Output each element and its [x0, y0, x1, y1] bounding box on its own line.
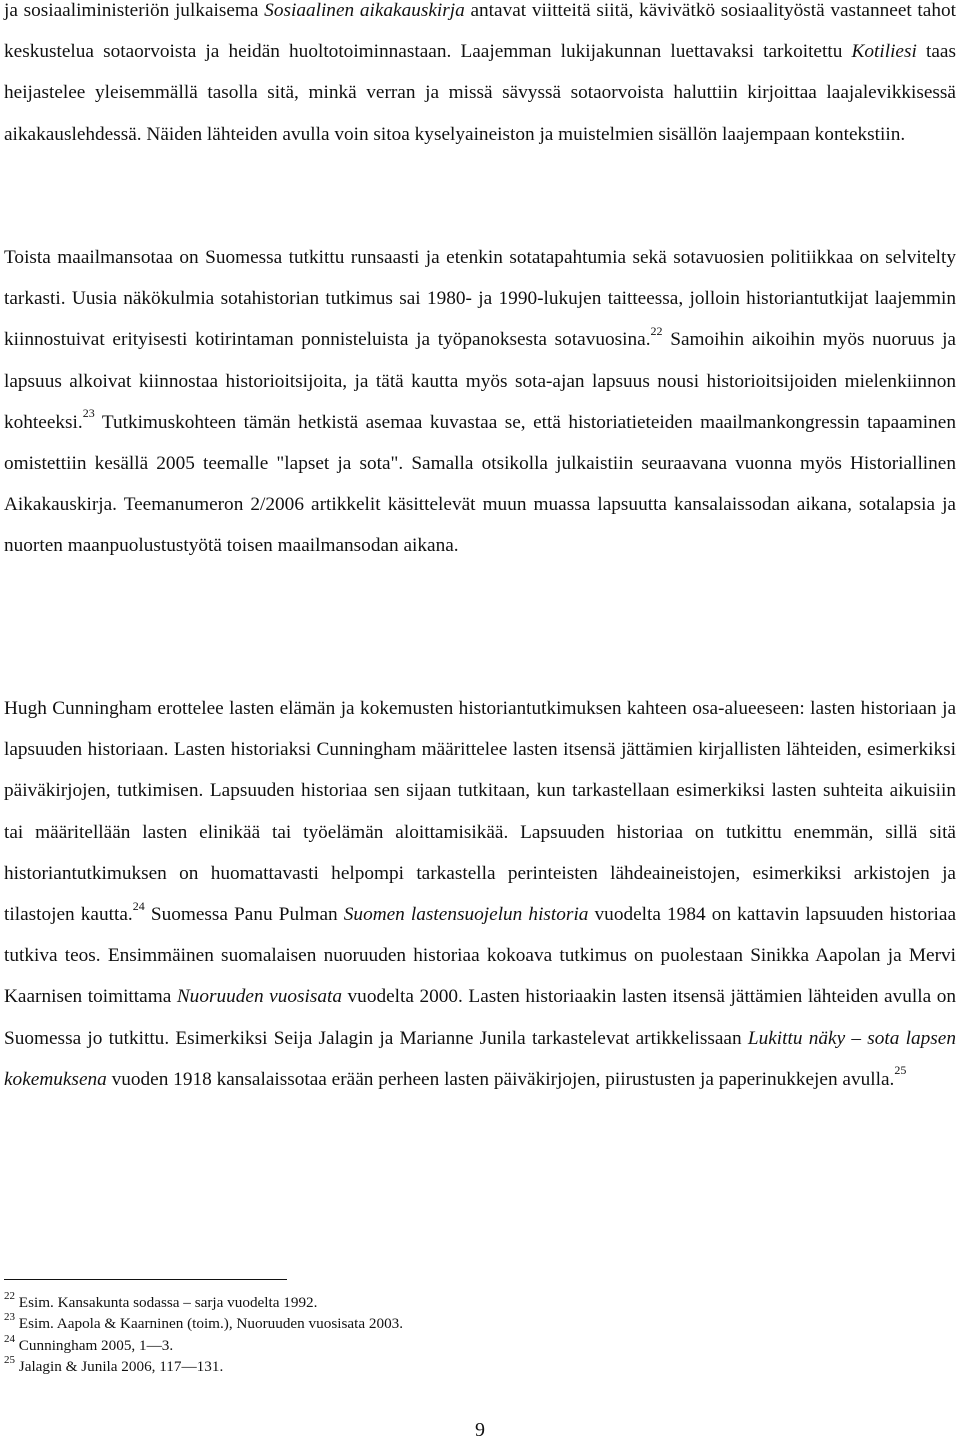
- paragraph-text: Hugh Cunningham erottelee lasten elämän ja kokemusten historiantutkimuksen kahteen osa-alueeseen: lasten historiaan ja lapsuuden historiaan. Lasten historiaksi Cunningham määrittelee lasten itsensä jättämien kirjallisten lähteiden, esimerkiksi päiväkirjojen, tutkimisen. Lapsuuden historiaa sen sijaan tutkitaan, kun tarkastellaan esimerkiksi lasten suhteita aikuisiin tai määritellään lasten elinikää tai työelämän aloittamisikää. Lapsuuden historiaa on tutkittu enemmän, sillä sitä historiantutkimuksen on huomattavasti helpompi tarkastella perinteisten lähdeaineistojen, esimerkiksi arkistojen ja tilastojen kautta.: [4, 698, 956, 926]
- footnote-22: [4, 1289, 956, 1313]
- book-title-suomen-lastensuojelun-historia: Suomen lastensuojelun historia: [343, 904, 589, 926]
- body-paragraph-2: [4, 237, 956, 567]
- footnote-25: [4, 1353, 956, 1377]
- paragraph-text: vuoden 1918 kansalaissotaa erään perheen lasten päiväkirjojen, piirustusten ja paperinukkejen avulla.: [106, 1068, 895, 1090]
- footnote-number: 23: [4, 1311, 15, 1324]
- paragraph-text: vuodelta 2000. Lasten historiaakin lasten itsensä jättämien lähteiden avulla on Suomessa jo tutkittu. Esimerkiksi Seija Jalagin ja Marianne Junila tarkastelevat artikkelissaan: [4, 986, 956, 1049]
- footnote-reference-25[interactable]: 25: [894, 1063, 907, 1078]
- footnote-number: 22: [4, 1289, 15, 1302]
- footnotes: [4, 1289, 956, 1377]
- paragraph-text: Toista maailmansotaa on Suomessa tutkittu runsaasti ja etenkin sotatapahtumia sekä sotavuosien politiikkaa on selvitelty tarkasti. Uusia näkökulmia sotahistorian tutkimus sai 1980- ja 1990-lukujen taitteessa, jolloin historiantutkijat laajemmin kiinnostuivat erityisesti kotirintaman ponnisteluista ja työpanoksesta sotavuosina.: [4, 247, 956, 351]
- article-title-lukittu-naky: Lukittu näky – sota lapsen kokemuksena: [4, 1027, 956, 1090]
- footnote-24: [4, 1332, 956, 1356]
- paragraph-text: Tutkimuskohteen tämän hetkistä asemaa kuvastaa se, että historiatieteiden maailmankongressin tapaaminen omistettiin kesällä 2005 teemalle "lapset ja sota". Samalla otsikolla julkaistiin seuraavana vuonna myös Historiallinen Aikakauskirja. Teemanumeron 2/2006 artikkelit käsittelevät muun muassa lapsuutta kansalaissodan aikana, sotalapsia ja nuorten maanpuolustustyötä toisen maailmansodan aikana.: [4, 411, 956, 557]
- journal-title-sosiaalinen-aikakauskirja: Sosiaalinen aikakauskirja: [264, 0, 465, 21]
- footnote-number: 24: [4, 1332, 15, 1345]
- paragraph-text: Suomessa Panu Pulman: [144, 904, 344, 926]
- document-page: [4, 0, 956, 1451]
- footnote-text: Cunningham 2005, 1—3.: [15, 1336, 174, 1354]
- page-number: 9: [475, 1419, 485, 1441]
- paragraph-text: vuodelta 1984 on kattavin lapsuuden historiaa tutkiva teos. Ensimmäinen suomalaisen nuoruuden historiaa kokoava tutkimus on puolestaan Sinikka Aapolan ja Mervi Kaarnisen toimittama: [4, 904, 956, 1008]
- footnote-23: [4, 1313, 956, 1334]
- footnote-reference-22[interactable]: 22: [650, 323, 663, 338]
- book-title-nuoruuden-vuosisata: Nuoruuden vuosisata: [176, 986, 342, 1008]
- paragraph-text: taas heijastelee yleisemmällä tasolla sitä, minkä verran ja missä sävyssä sotaorvoista haluttiin kirjoittaa laajalevikkisessä aikakauslehdessä. Näiden lähteiden avulla voin sitoa kyselyaineiston ja muistelmien sisällön laajempaan kontekstiin.: [4, 41, 956, 145]
- footnote-reference-24[interactable]: 24: [132, 898, 145, 913]
- paragraph-text: ja sosiaaliministeriön julkaisema: [4, 0, 265, 21]
- body-paragraph-1: [4, 0, 956, 155]
- footnote-separator: [4, 1279, 287, 1280]
- footnote-text: Esim. Aapola & Kaarninen (toim.), Nuoruuden vuosisata 2003.: [15, 1315, 404, 1333]
- footnote-number: 25: [4, 1353, 15, 1366]
- paragraph-text: Samoihin aikoihin myös nuoruus ja lapsuus alkoivat kiinnostaa historioitsijoita, ja tätä kautta myös sota-ajan lapsuus nousi historioitsijoiden mielenkiinnon kohteeksi.: [4, 329, 956, 433]
- body-paragraph-3: [4, 688, 956, 1100]
- paragraph-text: antavat viitteitä siitä, kävivätkö sosiaalityöstä vastanneet tahot keskustelua sotaorvoista ja heidän huoltotoiminnastaan. Laajemman lukijakunnan luettavaksi tarkoitettu: [4, 0, 956, 63]
- magazine-title-kotiliesi: Kotiliesi: [851, 41, 917, 63]
- footnote-reference-23[interactable]: 23: [82, 406, 95, 421]
- footnote-text: Jalagin & Junila 2006, 117—131.: [15, 1357, 224, 1375]
- footnote-text: Esim. Kansakunta sodassa – sarja vuodelta 1992.: [15, 1294, 318, 1311]
